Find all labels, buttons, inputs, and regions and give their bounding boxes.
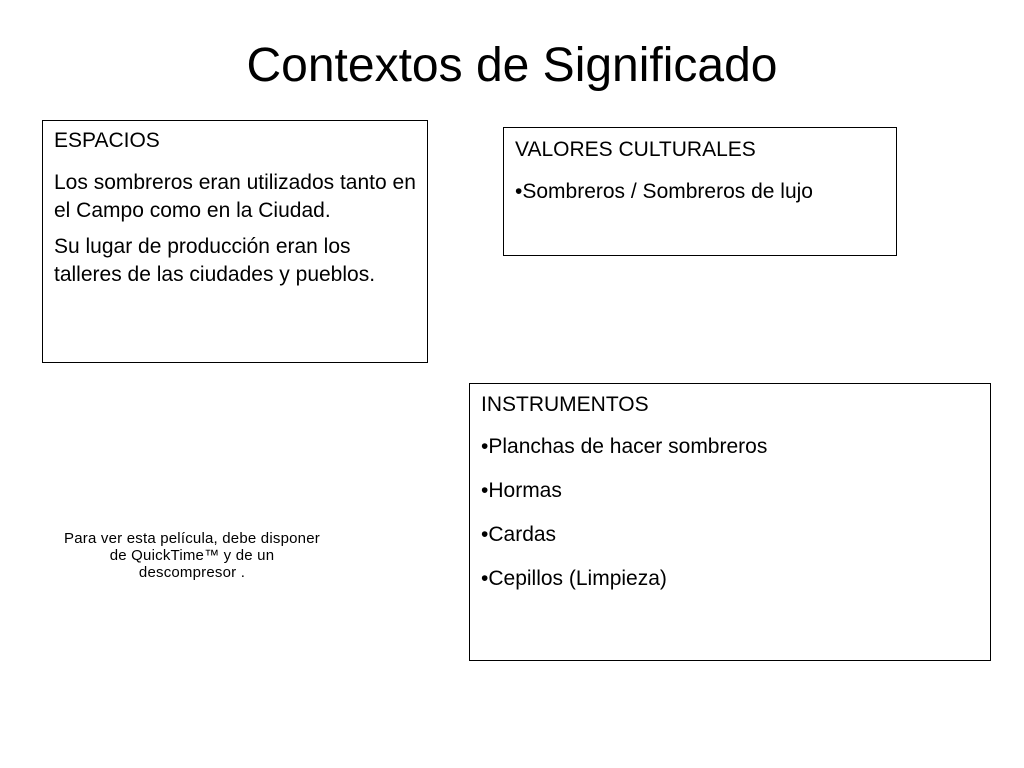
slide-title: Contextos de Significado — [246, 39, 778, 92]
valores-heading: VALORES CULTURALES — [515, 138, 756, 161]
instrumentos-item: •Cardas — [481, 523, 557, 546]
espacios-box — [42, 120, 428, 363]
instrumentos-item: •Planchas de hacer sombreros — [481, 435, 768, 458]
espacios-paragraph: Los sombreros eran utilizados tanto en el Campo como en la Ciudad. — [54, 171, 416, 222]
valores-culturales-box — [503, 127, 897, 256]
quicktime-placeholder-notice: Para ver esta película, debe disponer de QuickTime™ y de un descompresor . — [64, 530, 320, 581]
instrumentos-heading: INSTRUMENTOS — [481, 393, 649, 416]
valores-item: •Sombreros / Sombreros de lujo — [515, 180, 813, 203]
instrumentos-item: •Hormas — [481, 479, 562, 502]
espacios-heading: ESPACIOS — [54, 129, 160, 152]
instrumentos-box — [469, 383, 991, 661]
instrumentos-item: •Cepillos (Limpieza) — [481, 567, 667, 590]
espacios-paragraph: Su lugar de producción eran los talleres de las ciudades y pueblos. — [54, 235, 376, 286]
